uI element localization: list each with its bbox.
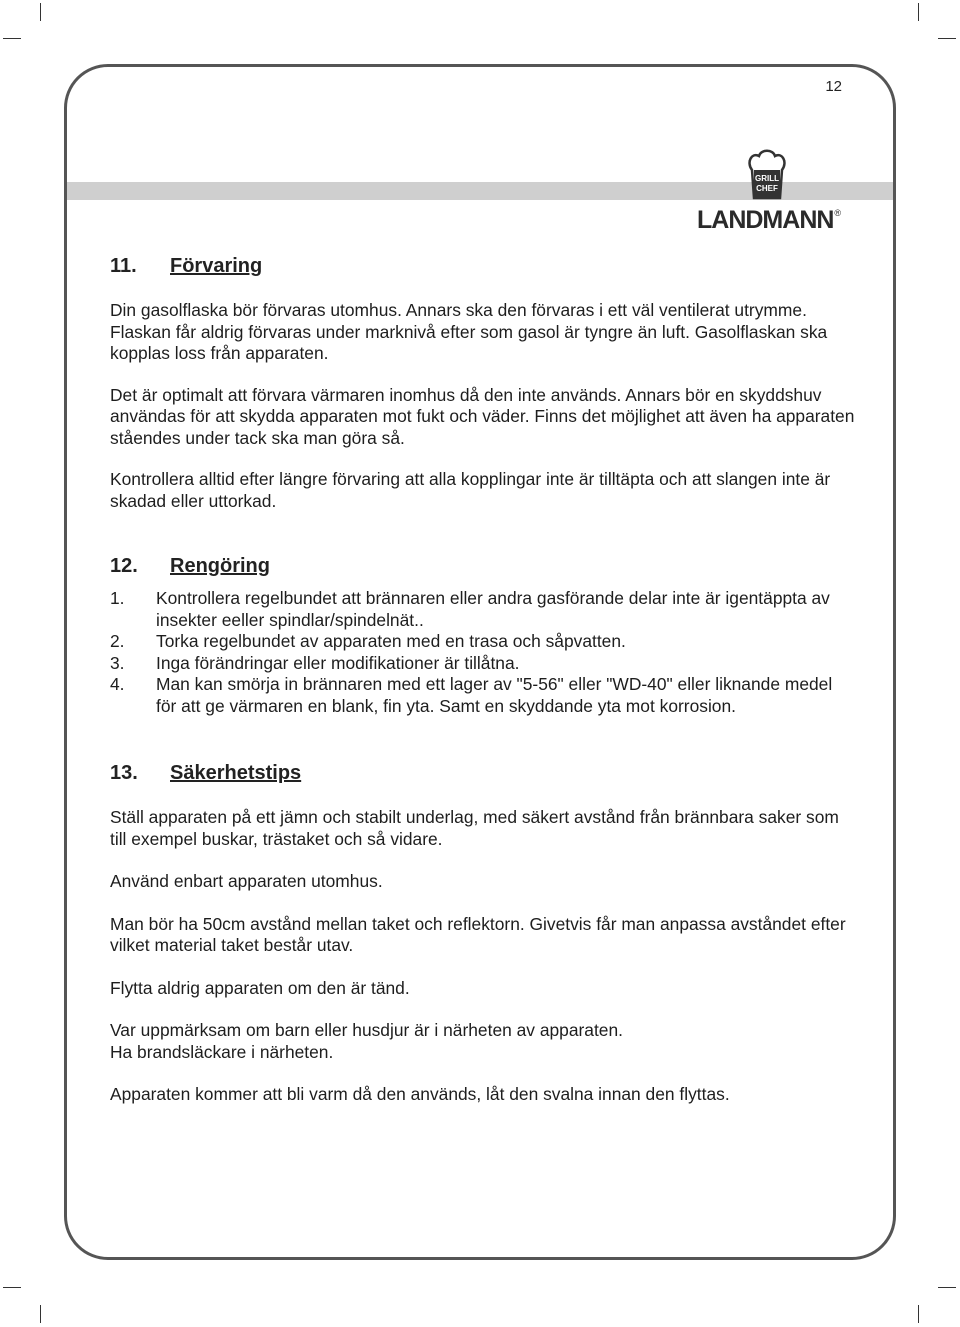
paragraph: Ha brandsläckare i närheten. [110, 1041, 334, 1062]
paragraph: Ställ apparaten på ett jämn och stabilt underlag, med säkert avstånd från brännbara saker som till exempel buskar, trästaket och så vidare. [110, 807, 839, 849]
brand-name: LANDMANN [697, 206, 834, 234]
crop-mark [918, 1305, 919, 1323]
paragraph: Det är optimalt att förvara värmaren inomhus då den inte används. Annars bör en skyddshuv användas för att skydda apparaten mot fukt och väder. Finns det möjlighet att även ha apparaten ståendes under tack ska man göra så. [110, 384, 855, 448]
list-number: 4. [110, 674, 125, 694]
paragraph: Man bör ha 50cm avstånd mellan taket och reflektorn. Givetvis får man anpassa avståndet efter vilket material taket består utav. [110, 913, 846, 955]
paragraph: Kontrollera alltid efter längre förvaring att alla kopplingar inte är tilltäpta och att slangen inte är skadad eller uttorkad. [110, 469, 831, 511]
badge-text-grill: GRILL [755, 174, 779, 183]
page-number: 12 [825, 78, 842, 95]
crop-mark [40, 3, 41, 21]
section-title: Säkerhetstips [170, 762, 302, 784]
badge-text-chef: CHEF [756, 184, 778, 193]
crop-mark [918, 3, 919, 21]
cleaning-list [110, 588, 855, 717]
list-text: Inga förändringar eller modifikationer är tillåtna. [156, 652, 520, 673]
list-item [110, 631, 855, 653]
crop-mark [938, 38, 956, 39]
list-text: Man kan smörja in brännaren med ett lager av "5-56" eller "WD-40" eller liknande medel för att ge värmaren en blank, fin yta. Samt en skyddande yta mot korrosion. [156, 674, 833, 716]
crop-mark [40, 1305, 41, 1323]
list-text: Kontrollera regelbundet att brännaren eller andra gasförande delar inte är igentäppta av insekter eeller spindlar/spindelnät.. [156, 588, 830, 630]
section-heading-rengoring [110, 552, 855, 580]
section-title: Förvaring [170, 255, 263, 277]
section-number: 12. [110, 555, 138, 577]
crop-mark [938, 1287, 956, 1288]
crop-mark [3, 38, 21, 39]
paragraph: Flytta aldrig apparaten om den är tänd. [110, 977, 410, 998]
section-number: 13. [110, 762, 138, 784]
list-text: Torka regelbundet av apparaten med en trasa och såpvatten. [156, 631, 626, 651]
list-item [110, 653, 855, 675]
paragraph: Var uppmärksam om barn eller husdjur är i närheten av apparaten. [110, 1020, 623, 1040]
list-number: 2. [110, 631, 125, 651]
section-title: Rengöring [170, 555, 270, 577]
registered-mark: ® [834, 208, 841, 218]
brand-logo [697, 206, 840, 235]
list-item [110, 588, 855, 631]
paragraph: Apparaten kommer att bli varm då den används, låt den svalna innan den flyttas. [110, 1084, 730, 1104]
section-number: 11. [110, 255, 137, 277]
paragraph: Använd enbart apparaten utomhus. [110, 871, 383, 891]
grill-chef-logo-icon [746, 148, 788, 208]
crop-mark [3, 1287, 21, 1288]
list-number: 3. [110, 652, 125, 673]
list-number: 1. [110, 588, 125, 608]
list-item [110, 674, 855, 717]
document-body [110, 252, 855, 1106]
section-heading-forvaring [110, 252, 855, 280]
section-heading-sakerhetstips [110, 759, 855, 787]
paragraph: Din gasolflaska bör förvaras utomhus. Annars ska den förvaras i ett väl ventilerat utrymme. Flaskan får aldrig förvaras under marknivå efter som gasol är tyngre än luft. Gasolflaskan ska kopplas loss från apparaten. [110, 300, 828, 363]
